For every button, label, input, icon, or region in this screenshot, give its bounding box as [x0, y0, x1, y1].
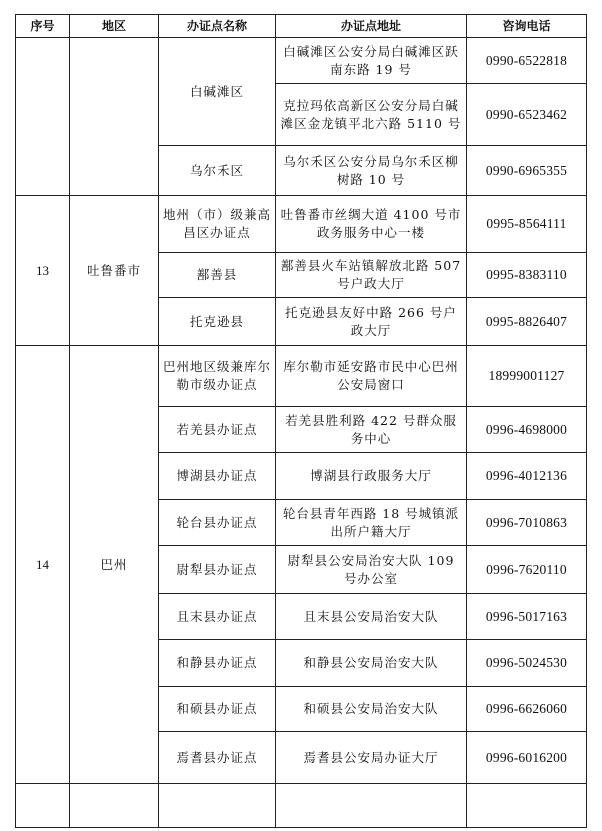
table-header-row	[16, 15, 587, 38]
office-name: 乌尔禾区	[159, 146, 276, 196]
office-phone: 0996-6016200	[467, 732, 587, 784]
office-address: 吐鲁番市丝绸大道 4100 号市政务服务中心一楼	[276, 196, 467, 253]
office-name: 地州（市）级兼高昌区办证点	[159, 196, 276, 253]
office-phone: 0996-6626060	[467, 687, 587, 732]
office-name: 轮台县办证点	[159, 500, 276, 546]
office-phone: 0990-6965355	[467, 146, 587, 196]
header-office-address: 办证点地址	[276, 15, 467, 38]
office-phone: 0996-7620110	[467, 546, 587, 594]
office-name: 尉犁县办证点	[159, 546, 276, 594]
office-phone: 0995-8564111	[467, 196, 587, 253]
office-phone: 0996-7010863	[467, 500, 587, 546]
office-name: 且末县办证点	[159, 594, 276, 640]
region-name: 吐鲁番市	[70, 196, 159, 346]
office-phone: 0995-8383110	[467, 253, 587, 298]
seq-cell-empty	[16, 38, 70, 196]
office-name: 和硕县办证点	[159, 687, 276, 732]
region-cell-empty	[70, 38, 159, 196]
header-seq: 序号	[16, 15, 70, 38]
seq-number: 13	[16, 196, 70, 346]
header-phone: 咨询电话	[467, 15, 587, 38]
office-name: 鄯善县	[159, 253, 276, 298]
office-phone: 0996-5017163	[467, 594, 587, 640]
office-phone: 0996-5024530	[467, 640, 587, 687]
office-phone: 0990-6523462	[467, 84, 587, 146]
office-address: 白碱滩区公安分局白碱滩区跃南东路 19 号	[276, 38, 467, 84]
office-phone: 18999001127	[467, 346, 587, 407]
office-name: 巴州地区级兼库尔勒市级办证点	[159, 346, 276, 407]
office-address: 且末县公安局治安大队	[276, 594, 467, 640]
office-directory-table	[15, 14, 587, 828]
empty-cell	[276, 784, 467, 828]
table-row	[16, 38, 587, 84]
office-address: 和静县公安局治安大队	[276, 640, 467, 687]
office-phone: 0995-8826407	[467, 298, 587, 346]
office-address: 库尔勒市延安路市民中心巴州公安局窗口	[276, 346, 467, 407]
header-region: 地区	[70, 15, 159, 38]
office-name: 若羌县办证点	[159, 407, 276, 453]
office-address: 托克逊县友好中路 266 号户政大厅	[276, 298, 467, 346]
header-office-name: 办证点名称	[159, 15, 276, 38]
office-address: 博湖县行政服务大厅	[276, 453, 467, 500]
office-address: 尉犁县公安局治安大队 109 号办公室	[276, 546, 467, 594]
seq-number: 14	[16, 346, 70, 784]
region-name: 巴州	[70, 346, 159, 784]
office-name: 托克逊县	[159, 298, 276, 346]
office-address: 轮台县青年西路 18 号城镇派出所户籍大厅	[276, 500, 467, 546]
empty-cell	[16, 784, 70, 828]
office-address: 若羌县胜利路 422 号群众服务中心	[276, 407, 467, 453]
office-address: 克拉玛依高新区公安分局白碱滩区金龙镇平北六路 5110 号	[276, 84, 467, 146]
table-row	[16, 196, 587, 253]
office-name: 和静县办证点	[159, 640, 276, 687]
office-address: 焉耆县公安局办证大厅	[276, 732, 467, 784]
office-address: 乌尔禾区公安分局乌尔禾区柳树路 10 号	[276, 146, 467, 196]
office-name: 白碱滩区	[159, 38, 276, 146]
office-address: 鄯善县火车站镇解放北路 507 号户政大厅	[276, 253, 467, 298]
empty-cell	[159, 784, 276, 828]
table-row	[16, 346, 587, 407]
empty-cell	[70, 784, 159, 828]
empty-cell	[467, 784, 587, 828]
office-phone: 0990-6522818	[467, 38, 587, 84]
office-address: 和硕县公安局治安大队	[276, 687, 467, 732]
office-phone: 0996-4698000	[467, 407, 587, 453]
office-phone: 0996-4012136	[467, 453, 587, 500]
office-name: 博湖县办证点	[159, 453, 276, 500]
table-row-empty	[16, 784, 587, 828]
office-name: 焉耆县办证点	[159, 732, 276, 784]
